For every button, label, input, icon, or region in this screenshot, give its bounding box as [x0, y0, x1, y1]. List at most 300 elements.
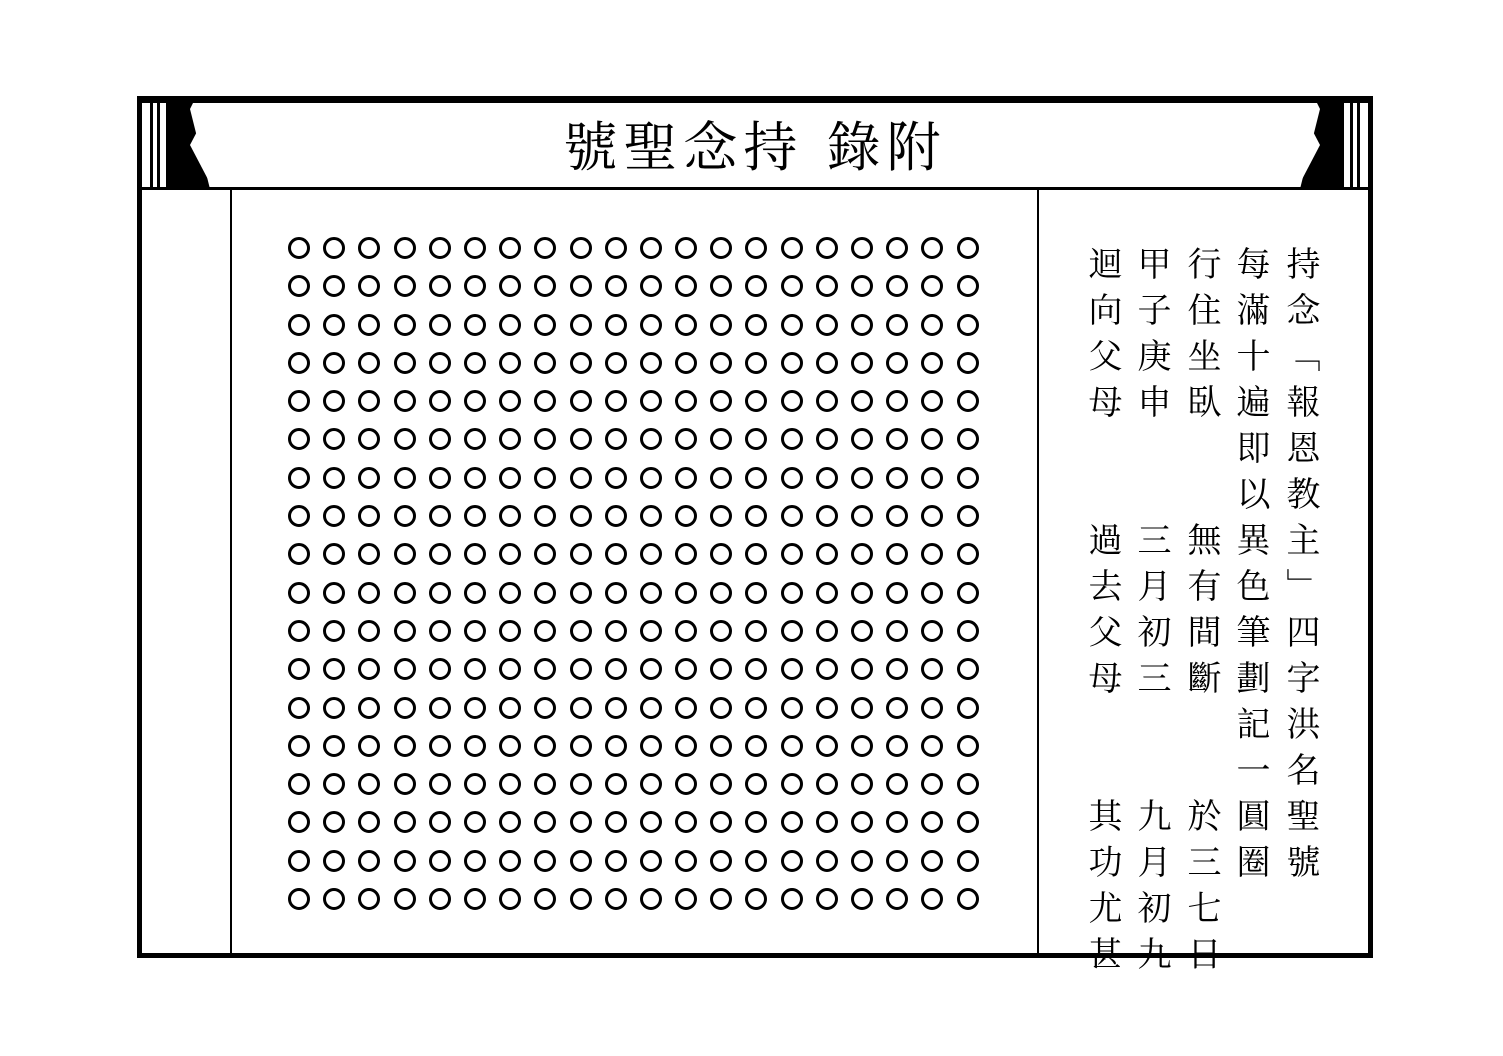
tally-circle[interactable] [921, 811, 943, 833]
tally-circle[interactable] [816, 543, 838, 565]
tally-circle[interactable] [745, 697, 767, 719]
tally-circle[interactable] [464, 505, 486, 527]
tally-circle[interactable] [886, 505, 908, 527]
tally-circle[interactable] [816, 888, 838, 910]
tally-circle[interactable] [710, 352, 732, 374]
tally-circle[interactable] [640, 543, 662, 565]
tally-circle[interactable] [394, 275, 416, 297]
tally-circle[interactable] [957, 620, 979, 642]
tally-circle[interactable] [323, 237, 345, 259]
tally-circle[interactable] [781, 352, 803, 374]
tally-circle[interactable] [323, 467, 345, 489]
tally-circle[interactable] [429, 352, 451, 374]
tally-circle[interactable] [464, 543, 486, 565]
tally-circle[interactable] [640, 352, 662, 374]
tally-circle[interactable] [745, 390, 767, 412]
tally-circle[interactable] [499, 390, 521, 412]
tally-circle[interactable] [570, 582, 592, 604]
tally-circle[interactable] [323, 735, 345, 757]
tally-circle[interactable] [605, 773, 627, 795]
tally-circle[interactable] [570, 888, 592, 910]
tally-circle[interactable] [464, 275, 486, 297]
tally-circle[interactable] [570, 275, 592, 297]
tally-circle[interactable] [605, 390, 627, 412]
tally-circle[interactable] [464, 237, 486, 259]
tally-circle[interactable] [886, 428, 908, 450]
tally-circle[interactable] [499, 582, 521, 604]
tally-circle[interactable] [851, 658, 873, 680]
tally-circle[interactable] [640, 582, 662, 604]
tally-circle[interactable] [886, 697, 908, 719]
tally-circle[interactable] [288, 735, 310, 757]
tally-circle[interactable] [851, 735, 873, 757]
tally-circle[interactable] [499, 888, 521, 910]
tally-circle[interactable] [781, 237, 803, 259]
tally-circle[interactable] [288, 582, 310, 604]
tally-circle[interactable] [570, 314, 592, 336]
tally-circle[interactable] [675, 773, 697, 795]
tally-circle[interactable] [957, 390, 979, 412]
tally-circle[interactable] [851, 390, 873, 412]
tally-circle[interactable] [358, 811, 380, 833]
tally-circle[interactable] [957, 811, 979, 833]
tally-circle[interactable] [358, 735, 380, 757]
tally-circle[interactable] [464, 735, 486, 757]
tally-circle[interactable] [886, 390, 908, 412]
tally-circle[interactable] [323, 658, 345, 680]
tally-circle[interactable] [464, 697, 486, 719]
tally-circle[interactable] [394, 352, 416, 374]
tally-circle[interactable] [710, 314, 732, 336]
tally-circle[interactable] [358, 352, 380, 374]
tally-circle[interactable] [745, 467, 767, 489]
tally-circle[interactable] [394, 697, 416, 719]
tally-circle[interactable] [394, 658, 416, 680]
tally-circle[interactable] [499, 620, 521, 642]
tally-circle[interactable] [851, 811, 873, 833]
tally-circle[interactable] [323, 390, 345, 412]
tally-circle[interactable] [288, 314, 310, 336]
tally-circle[interactable] [781, 390, 803, 412]
tally-circle[interactable] [921, 237, 943, 259]
tally-circle[interactable] [640, 888, 662, 910]
tally-circle[interactable] [323, 620, 345, 642]
tally-circle[interactable] [429, 390, 451, 412]
tally-circle[interactable] [499, 735, 521, 757]
tally-circle[interactable] [745, 582, 767, 604]
tally-circle[interactable] [816, 352, 838, 374]
tally-circle[interactable] [605, 314, 627, 336]
tally-circle[interactable] [640, 811, 662, 833]
tally-circle[interactable] [358, 237, 380, 259]
tally-circle[interactable] [499, 352, 521, 374]
tally-circle[interactable] [358, 467, 380, 489]
tally-circle[interactable] [851, 888, 873, 910]
tally-circle[interactable] [288, 543, 310, 565]
tally-circle[interactable] [534, 888, 556, 910]
tally-circle[interactable] [816, 697, 838, 719]
tally-circle[interactable] [921, 467, 943, 489]
tally-circle[interactable] [499, 505, 521, 527]
tally-circle[interactable] [886, 467, 908, 489]
tally-circle[interactable] [358, 697, 380, 719]
tally-circle[interactable] [534, 773, 556, 795]
tally-circle[interactable] [710, 697, 732, 719]
tally-circle[interactable] [429, 543, 451, 565]
tally-circle[interactable] [675, 543, 697, 565]
tally-circle[interactable] [288, 850, 310, 872]
tally-circle[interactable] [675, 352, 697, 374]
tally-circle[interactable] [394, 735, 416, 757]
tally-circle[interactable] [499, 811, 521, 833]
tally-circle[interactable] [921, 773, 943, 795]
tally-circle[interactable] [570, 352, 592, 374]
tally-circle[interactable] [534, 390, 556, 412]
tally-circle[interactable] [851, 620, 873, 642]
tally-circle[interactable] [605, 352, 627, 374]
tally-circle[interactable] [570, 773, 592, 795]
tally-circle[interactable] [781, 275, 803, 297]
tally-circle[interactable] [358, 275, 380, 297]
tally-circle[interactable] [570, 811, 592, 833]
tally-circle[interactable] [710, 543, 732, 565]
tally-circle[interactable] [816, 658, 838, 680]
tally-circle[interactable] [640, 620, 662, 642]
tally-circle[interactable] [851, 773, 873, 795]
tally-circle[interactable] [957, 275, 979, 297]
tally-circle[interactable] [323, 888, 345, 910]
tally-circle[interactable] [464, 467, 486, 489]
tally-circle[interactable] [710, 582, 732, 604]
tally-circle[interactable] [570, 428, 592, 450]
tally-circle[interactable] [745, 735, 767, 757]
tally-circle[interactable] [358, 658, 380, 680]
tally-circle[interactable] [921, 275, 943, 297]
tally-circle[interactable] [605, 811, 627, 833]
tally-circle[interactable] [499, 467, 521, 489]
tally-circle[interactable] [534, 850, 556, 872]
tally-circle[interactable] [570, 658, 592, 680]
tally-circle[interactable] [957, 352, 979, 374]
tally-circle[interactable] [358, 582, 380, 604]
tally-circle[interactable] [464, 314, 486, 336]
tally-circle[interactable] [534, 505, 556, 527]
tally-circle[interactable] [429, 735, 451, 757]
tally-circle[interactable] [640, 390, 662, 412]
tally-circle[interactable] [745, 620, 767, 642]
tally-circle[interactable] [957, 314, 979, 336]
tally-circle[interactable] [499, 697, 521, 719]
tally-circle[interactable] [288, 505, 310, 527]
tally-circle[interactable] [745, 237, 767, 259]
tally-circle[interactable] [288, 697, 310, 719]
tally-circle[interactable] [675, 850, 697, 872]
tally-circle[interactable] [323, 275, 345, 297]
tally-circle[interactable] [464, 390, 486, 412]
tally-circle[interactable] [323, 773, 345, 795]
tally-circle[interactable] [394, 888, 416, 910]
tally-circle[interactable] [394, 390, 416, 412]
tally-circle[interactable] [429, 505, 451, 527]
tally-circle[interactable] [675, 697, 697, 719]
tally-circle[interactable] [464, 352, 486, 374]
tally-circle[interactable] [323, 314, 345, 336]
tally-circle[interactable] [570, 850, 592, 872]
tally-circle[interactable] [499, 773, 521, 795]
tally-circle[interactable] [429, 773, 451, 795]
tally-circle[interactable] [710, 390, 732, 412]
tally-circle[interactable] [886, 352, 908, 374]
tally-circle[interactable] [957, 467, 979, 489]
tally-circle[interactable] [816, 275, 838, 297]
tally-circle[interactable] [358, 505, 380, 527]
tally-circle[interactable] [816, 850, 838, 872]
tally-circle[interactable] [288, 352, 310, 374]
tally-circle[interactable] [957, 888, 979, 910]
tally-circle[interactable] [781, 582, 803, 604]
tally-circle[interactable] [605, 275, 627, 297]
tally-circle[interactable] [570, 735, 592, 757]
tally-circle[interactable] [745, 543, 767, 565]
tally-circle[interactable] [816, 467, 838, 489]
tally-circle[interactable] [394, 505, 416, 527]
tally-circle[interactable] [921, 352, 943, 374]
tally-circle[interactable] [605, 237, 627, 259]
tally-circle[interactable] [570, 237, 592, 259]
tally-circle[interactable] [640, 735, 662, 757]
tally-circle[interactable] [534, 352, 556, 374]
tally-circle[interactable] [781, 735, 803, 757]
tally-circle[interactable] [816, 314, 838, 336]
tally-circle[interactable] [605, 543, 627, 565]
tally-circle[interactable] [323, 697, 345, 719]
tally-circle[interactable] [781, 850, 803, 872]
tally-circle[interactable] [851, 467, 873, 489]
tally-circle[interactable] [358, 850, 380, 872]
tally-circle[interactable] [464, 582, 486, 604]
tally-circle[interactable] [394, 582, 416, 604]
tally-circle[interactable] [323, 543, 345, 565]
tally-circle[interactable] [886, 888, 908, 910]
tally-circle[interactable] [675, 275, 697, 297]
tally-circle[interactable] [534, 658, 556, 680]
tally-circle[interactable] [781, 888, 803, 910]
tally-circle[interactable] [886, 850, 908, 872]
tally-circle[interactable] [745, 850, 767, 872]
tally-circle[interactable] [394, 428, 416, 450]
tally-circle[interactable] [570, 467, 592, 489]
tally-circle[interactable] [851, 275, 873, 297]
tally-circle[interactable] [429, 697, 451, 719]
tally-circle[interactable] [781, 620, 803, 642]
tally-circle[interactable] [534, 467, 556, 489]
tally-circle[interactable] [710, 237, 732, 259]
tally-circle[interactable] [921, 850, 943, 872]
tally-circle[interactable] [640, 467, 662, 489]
tally-circle[interactable] [394, 620, 416, 642]
tally-circle[interactable] [323, 352, 345, 374]
tally-circle[interactable] [781, 658, 803, 680]
tally-circle[interactable] [675, 811, 697, 833]
tally-circle[interactable] [605, 658, 627, 680]
tally-circle[interactable] [429, 428, 451, 450]
tally-circle[interactable] [288, 658, 310, 680]
tally-circle[interactable] [570, 620, 592, 642]
tally-circle[interactable] [816, 811, 838, 833]
tally-circle[interactable] [745, 811, 767, 833]
tally-circle[interactable] [464, 658, 486, 680]
tally-circle[interactable] [745, 888, 767, 910]
tally-circle[interactable] [534, 275, 556, 297]
tally-circle[interactable] [921, 582, 943, 604]
tally-circle[interactable] [323, 811, 345, 833]
tally-circle[interactable] [921, 543, 943, 565]
tally-circle[interactable] [957, 237, 979, 259]
tally-circle[interactable] [957, 697, 979, 719]
tally-circle[interactable] [394, 237, 416, 259]
tally-circle[interactable] [781, 505, 803, 527]
tally-circle[interactable] [816, 620, 838, 642]
tally-circle[interactable] [323, 505, 345, 527]
tally-circle[interactable] [394, 314, 416, 336]
tally-circle[interactable] [640, 505, 662, 527]
tally-circle[interactable] [605, 697, 627, 719]
tally-circle[interactable] [957, 773, 979, 795]
tally-circle[interactable] [745, 314, 767, 336]
tally-circle[interactable] [464, 888, 486, 910]
tally-circle[interactable] [710, 620, 732, 642]
tally-circle[interactable] [394, 467, 416, 489]
tally-circle[interactable] [710, 428, 732, 450]
tally-circle[interactable] [886, 735, 908, 757]
tally-circle[interactable] [288, 620, 310, 642]
tally-circle[interactable] [851, 582, 873, 604]
tally-circle[interactable] [429, 658, 451, 680]
tally-circle[interactable] [534, 314, 556, 336]
tally-circle[interactable] [886, 314, 908, 336]
tally-circle[interactable] [675, 505, 697, 527]
tally-circle[interactable] [288, 467, 310, 489]
tally-circle[interactable] [464, 620, 486, 642]
tally-circle[interactable] [957, 658, 979, 680]
tally-circle[interactable] [816, 582, 838, 604]
tally-circle[interactable] [957, 582, 979, 604]
tally-circle[interactable] [640, 697, 662, 719]
tally-circle[interactable] [710, 888, 732, 910]
tally-circle[interactable] [851, 697, 873, 719]
tally-circle[interactable] [429, 314, 451, 336]
tally-circle[interactable] [288, 275, 310, 297]
tally-circle[interactable] [464, 773, 486, 795]
tally-circle[interactable] [429, 620, 451, 642]
tally-circle[interactable] [921, 390, 943, 412]
tally-circle[interactable] [675, 314, 697, 336]
tally-circle[interactable] [781, 773, 803, 795]
tally-circle[interactable] [464, 428, 486, 450]
tally-circle[interactable] [534, 697, 556, 719]
tally-circle[interactable] [288, 428, 310, 450]
tally-circle[interactable] [851, 237, 873, 259]
tally-circle[interactable] [816, 237, 838, 259]
tally-circle[interactable] [323, 850, 345, 872]
tally-circle[interactable] [499, 543, 521, 565]
tally-circle[interactable] [851, 543, 873, 565]
tally-circle[interactable] [605, 850, 627, 872]
tally-circle[interactable] [288, 390, 310, 412]
tally-circle[interactable] [851, 428, 873, 450]
tally-circle[interactable] [745, 658, 767, 680]
tally-circle[interactable] [675, 390, 697, 412]
tally-circle[interactable] [675, 620, 697, 642]
tally-circle[interactable] [640, 428, 662, 450]
tally-circle[interactable] [570, 543, 592, 565]
tally-circle[interactable] [745, 505, 767, 527]
tally-circle[interactable] [921, 658, 943, 680]
tally-circle[interactable] [957, 505, 979, 527]
tally-circle[interactable] [534, 237, 556, 259]
tally-circle[interactable] [781, 314, 803, 336]
tally-circle[interactable] [570, 505, 592, 527]
tally-circle[interactable] [957, 543, 979, 565]
tally-circle[interactable] [710, 467, 732, 489]
tally-circle[interactable] [429, 888, 451, 910]
tally-circle[interactable] [675, 735, 697, 757]
tally-circle[interactable] [851, 850, 873, 872]
tally-circle[interactable] [675, 467, 697, 489]
tally-circle[interactable] [921, 735, 943, 757]
tally-circle[interactable] [323, 582, 345, 604]
tally-circle[interactable] [921, 428, 943, 450]
tally-circle[interactable] [816, 773, 838, 795]
tally-circle[interactable] [921, 888, 943, 910]
tally-circle[interactable] [640, 658, 662, 680]
tally-circle[interactable] [886, 811, 908, 833]
tally-circle[interactable] [745, 275, 767, 297]
tally-circle[interactable] [358, 390, 380, 412]
tally-circle[interactable] [781, 811, 803, 833]
tally-circle[interactable] [886, 620, 908, 642]
tally-circle[interactable] [886, 658, 908, 680]
tally-circle[interactable] [745, 428, 767, 450]
tally-circle[interactable] [499, 314, 521, 336]
tally-circle[interactable] [640, 850, 662, 872]
tally-circle[interactable] [957, 850, 979, 872]
tally-circle[interactable] [570, 697, 592, 719]
tally-circle[interactable] [288, 811, 310, 833]
tally-circle[interactable] [816, 505, 838, 527]
tally-circle[interactable] [288, 773, 310, 795]
tally-circle[interactable] [675, 582, 697, 604]
tally-circle[interactable] [710, 773, 732, 795]
tally-circle[interactable] [745, 773, 767, 795]
tally-circle[interactable] [710, 658, 732, 680]
tally-circle[interactable] [358, 543, 380, 565]
tally-circle[interactable] [957, 428, 979, 450]
tally-circle[interactable] [640, 773, 662, 795]
tally-circle[interactable] [323, 428, 345, 450]
tally-circle[interactable] [429, 275, 451, 297]
tally-circle[interactable] [851, 505, 873, 527]
tally-circle[interactable] [851, 352, 873, 374]
tally-circle[interactable] [816, 428, 838, 450]
tally-circle[interactable] [499, 275, 521, 297]
tally-circle[interactable] [921, 620, 943, 642]
tally-circle[interactable] [921, 314, 943, 336]
tally-circle[interactable] [605, 505, 627, 527]
tally-circle[interactable] [464, 850, 486, 872]
tally-circle[interactable] [358, 888, 380, 910]
tally-circle[interactable] [921, 505, 943, 527]
